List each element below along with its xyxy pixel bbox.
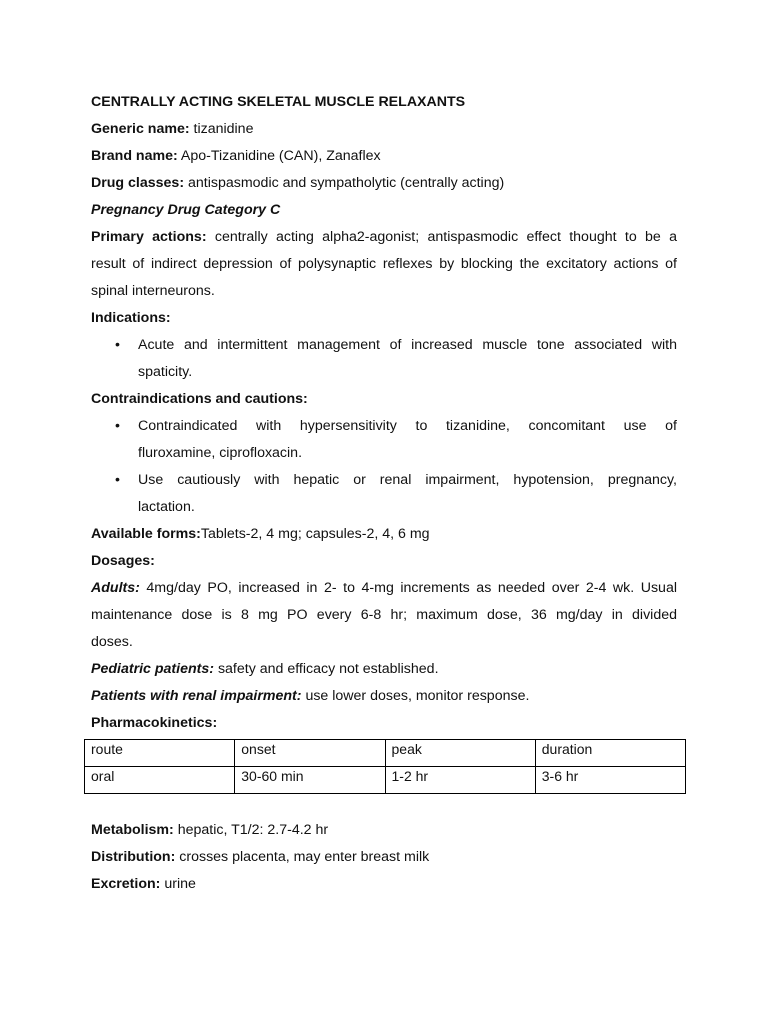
table-cell: oral	[85, 767, 235, 794]
table-header-cell: onset	[235, 740, 385, 767]
indications-heading: Indications:	[91, 310, 171, 326]
indication-text-2: spaticity.	[138, 364, 193, 380]
drug-classes-value: antispasmodic and sympatholytic (centrally acting)	[184, 175, 505, 191]
pharmacokinetics-heading: Pharmacokinetics:	[91, 715, 218, 731]
primary-actions-label: Primary actions:	[91, 229, 207, 245]
excretion-value: urine	[160, 876, 196, 892]
dosages-heading: Dosages:	[91, 553, 155, 569]
caution-text-1: Use cautiously with hepatic or renal impairment, hypotension, pregnancy,	[138, 472, 677, 488]
available-forms-label: Available forms:	[91, 526, 201, 542]
pharmacokinetics-table	[84, 739, 686, 794]
adults-label: Adults:	[91, 580, 140, 596]
bullet-icon: •	[115, 472, 120, 488]
page-title: CENTRALLY ACTING SKELETAL MUSCLE RELAXANTS	[91, 94, 466, 110]
excretion-line	[91, 872, 677, 899]
renal-value: use lower doses, monitor response.	[301, 688, 530, 704]
contraindication-item	[91, 414, 677, 441]
adults-dosage-line-2: maintenance dose is 8 mg PO every 6-8 hr; maximum dose, 36 mg/day in divided	[91, 607, 677, 623]
adults-text-1: 4mg/day PO, increased in 2- to 4-mg increments as needed over 2-4 wk. Usual	[139, 580, 677, 596]
bullet-icon: •	[115, 418, 120, 434]
caution-text-2: lactation.	[138, 499, 195, 515]
primary-actions-line-2: result of indirect depression of polysynaptic reflexes by blocking the excitatory actions of	[91, 256, 677, 272]
pediatric-label: Pediatric patients:	[91, 661, 214, 677]
indication-text-1: Acute and intermittent management of increased muscle tone associated with	[138, 337, 677, 353]
generic-name-line	[91, 117, 677, 144]
generic-name-value: tizanidine	[189, 121, 254, 137]
table-cell: 3-6 hr	[535, 767, 685, 794]
excretion-label: Excretion:	[91, 876, 161, 892]
renal-line	[91, 684, 677, 711]
contraindication-text-2: fluroxamine, ciprofloxacin.	[138, 445, 303, 461]
table-cell: 30-60 min	[235, 767, 385, 794]
monograph-body	[91, 90, 677, 738]
table-header-cell: duration	[535, 740, 685, 767]
generic-name-label: Generic name:	[91, 121, 190, 137]
pregnancy-category: Pregnancy Drug Category C	[91, 202, 281, 218]
table-header-cell: peak	[385, 740, 535, 767]
primary-actions-text-1: centrally acting alpha2-agonist; antispasmodic effect thought to be a	[206, 229, 677, 245]
metabolism-value: hepatic, T1/2: 2.7-4.2 hr	[173, 822, 329, 838]
available-forms-value: Tablets-2, 4 mg; capsules-2, 4, 6 mg	[200, 526, 430, 542]
pediatric-line	[91, 657, 677, 684]
indication-item	[91, 333, 677, 360]
drug-classes-label: Drug classes:	[91, 175, 185, 191]
distribution-line	[91, 845, 677, 872]
primary-actions-line-1	[91, 225, 677, 252]
brand-name-value: Apo-Tizanidine (CAN), Zanaflex	[177, 148, 381, 164]
brand-name-line	[91, 144, 677, 171]
pediatric-value: safety and efficacy not established.	[214, 661, 439, 677]
contraindication-text-1: Contraindicated with hypersensitivity to tizanidine, concomitant use of	[138, 418, 677, 434]
metabolism-label: Metabolism:	[91, 822, 174, 838]
caution-item	[91, 468, 677, 495]
drug-classes-line	[91, 171, 677, 198]
table-header-cell: route	[85, 740, 235, 767]
bullet-icon: •	[115, 337, 120, 353]
renal-label: Patients with renal impairment:	[91, 688, 302, 704]
adults-dosage-line-3: doses.	[91, 634, 133, 650]
contraindications-heading: Contraindications and cautions:	[91, 391, 308, 407]
table-row	[85, 767, 686, 794]
elimination-section	[91, 818, 677, 899]
distribution-label: Distribution:	[91, 849, 176, 865]
table-cell: 1-2 hr	[385, 767, 535, 794]
brand-name-label: Brand name:	[91, 148, 178, 164]
table-header-row	[85, 740, 686, 767]
adults-dosage-line-1	[91, 576, 677, 603]
metabolism-line	[91, 818, 677, 845]
distribution-value: crosses placenta, may enter breast milk	[175, 849, 430, 865]
primary-actions-line-3: spinal interneurons.	[91, 283, 215, 299]
available-forms-line	[91, 522, 677, 549]
